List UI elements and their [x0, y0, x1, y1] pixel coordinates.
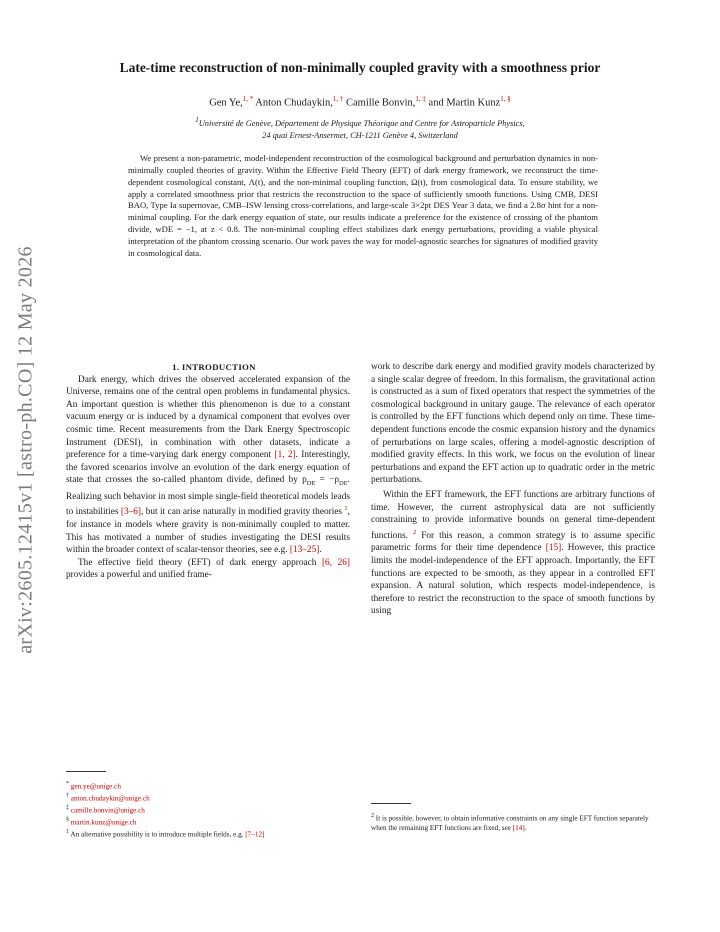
paragraph: The effective field theory (EFT) of dark energy approach [6, 26] provides a powerful and unified frame- [66, 557, 350, 581]
left-column [66, 361, 350, 582]
footnote: $^1$ An alternative possibility is to introduce multiple fields, e.g. [7–12] [66, 828, 265, 839]
citation-link[interactable]: [6, 26] [321, 557, 350, 568]
email-link[interactable]: anton.chudaykin@unige.ch [70, 794, 150, 803]
email-footnote: † anton.chudaykin@unige.ch [66, 792, 150, 803]
author-list [0, 95, 720, 109]
email-link[interactable]: gen.ye@unige.ch [70, 782, 121, 791]
citation-link[interactable]: [7–12] [245, 830, 265, 839]
citation-link[interactable]: [1, 2] [274, 450, 296, 461]
citation-link[interactable]: [3–6] [120, 507, 142, 518]
abstract: We present a non-parametric, model-independent reconstruction of the cosmological background and perturbation dynamics in non-minimally coupled theories of gravity. Within the Effective Field Theory (EFT) of dark energy framework, we reconstruct the time-dependent cosmological constant, Λ(t), and the non-minimal coupling function, Ω(t), from cosmological data. To ensure stability, we apply a correlated smoothness prior that restricts the reconstruction to the space of sufficiently smooth functions. Using CMB, DESI BAO, Type Ia supernovae, CMB–ISW lensing cross-correlations, and large-scale 3×2pt DES Year 3 data, we find a 2.8σ hint for a non-minimal coupling. For the dark energy equation of state, our results indicate a preference for the existence of crossing of the phantom divide, wDE = −1, at z < 0.8. The non-minimal coupling effect stabilizes dark energy perturbations, providing a viable physical interpretation of the phantom crossing scenario. Our work paves the way for model-agnostic searches for signatures of modified gravity in cosmological data. [128, 153, 598, 258]
affiliation-line: Université de Genève, Département de Physique Théorique and Centre for Astroparticle Physics, [198, 118, 525, 128]
footnote: $^2$ It is possible, however, to obtain informative constraints on any single EFT function separately when the remaining EFT functions are fixed, see [14]. [371, 813, 649, 832]
email-footnote: § martin.kunz@unige.ch [66, 816, 137, 827]
author-mark: 1, § [500, 95, 511, 103]
author-mark: 1, † [332, 95, 344, 103]
email-link[interactable]: camille.bonvin@unige.ch [70, 806, 145, 815]
author-conjunction: and [428, 97, 444, 109]
author-name: Martin Kunz [446, 97, 501, 109]
citation-link[interactable]: [14] [512, 823, 525, 832]
section-heading: 1. INTRODUCTION [172, 362, 256, 372]
citation-link[interactable]: [15] [545, 543, 562, 554]
paragraph: work to describe dark energy and modified gravity models characterized by a single scalar degree of freedom. In this formalism, the gravitational action is constructed as a sum of fixed operators that respect the symmetries of the cosmological background in unitary gauge. The relevance of each operator is controlled by the EFT functions which depend only on time. These time-dependent functions encode the cosmic expansion history and the dynamics of perturbations on large scales, offering a model-agnostic description of modified gravity effects. In this work, we focus on the evolution of linear perturbations and expand the EFT action up to quadratic order in the metric perturbations. [371, 362, 655, 486]
affiliation [0, 114, 720, 142]
email-link[interactable]: martin.kunz@unige.ch [70, 818, 137, 827]
paragraph: Dark energy, which drives the observed accelerated expansion of the Universe, remains one of the central open problems in fundamental physics. An important question is whether this phenomenon is due to a constant vacuum energy or is induced by a dynamical component that evolves over cosmic time. Recent measurements from the Dark Energy Spectroscopic Instrument (DESI), in combination with other datasets, indicate a preference for a time-varying dark energy component [1, 2]. Interestingly, the favored scenarios involve an evolution of the dark energy equation of state that crosses the so-called phantom divide, defined by $p_{DE} = -\rho_{DE}$. Realizing such behavior in most simple single-field theoretical models leads to instabilities [3–6], but it can arise naturally in modified gravity theories $^1$, for instance in models where gravity is non-minimally coupled to matter. This has motivated a number of studies investigating the DESI results within the broader context of scalar-tensor theories, see e.g. [13–25]. [66, 374, 351, 556]
paper-title: Late-time reconstruction of non-minimally coupled gravity with a smoothness prior [119, 60, 601, 75]
footnote-rule [371, 803, 411, 804]
footnote-link[interactable]: 2 [412, 528, 417, 536]
citation-link[interactable]: [13–25] [289, 545, 320, 556]
author-name: Camille Bonvin, [346, 97, 416, 109]
right-column [371, 361, 655, 618]
affiliation-mark: 1 [195, 116, 199, 124]
footnote-rule [66, 771, 106, 772]
affiliation-line: 24 quai Ernest-Ansermet, CH-1211 Genève 4, Switzerland [262, 130, 458, 140]
footnote-link[interactable]: 1 [344, 505, 348, 513]
author-mark: 1, * [242, 95, 254, 103]
paragraph: Within the EFT framework, the EFT functions are arbitrary functions of time. However, the current astrophysical data are not sufficiently constraining to provide informative bounds on general time-dependent functions. $^2$ For this reason, a common strategy is to assume specific parametric forms for their time dependence [15]. However, this practice limits the model-independence of the EFT approach. Importantly, the EFT functions are expected to be smooth, as they appear in a controlled EFT expansion. A natural solution, which respects model-independence, is therefore to restrict the reconstruction to the space of smooth functions by using [371, 489, 656, 617]
email-footnote: ‡ camille.bonvin@unige.ch [66, 804, 145, 815]
email-footnote: * gen.ye@unige.ch [66, 781, 121, 791]
footnotes-right [371, 812, 655, 834]
author-mark: 1, ‡ [415, 95, 426, 103]
footnotes-left [66, 780, 350, 840]
author-name: Anton Chudaykin, [255, 97, 333, 109]
arxiv-identifier: arXiv:2605.12415v1 [astro-ph.CO] 12 May 2026 [14, 246, 37, 654]
author-name: Gen Ye, [209, 97, 243, 109]
